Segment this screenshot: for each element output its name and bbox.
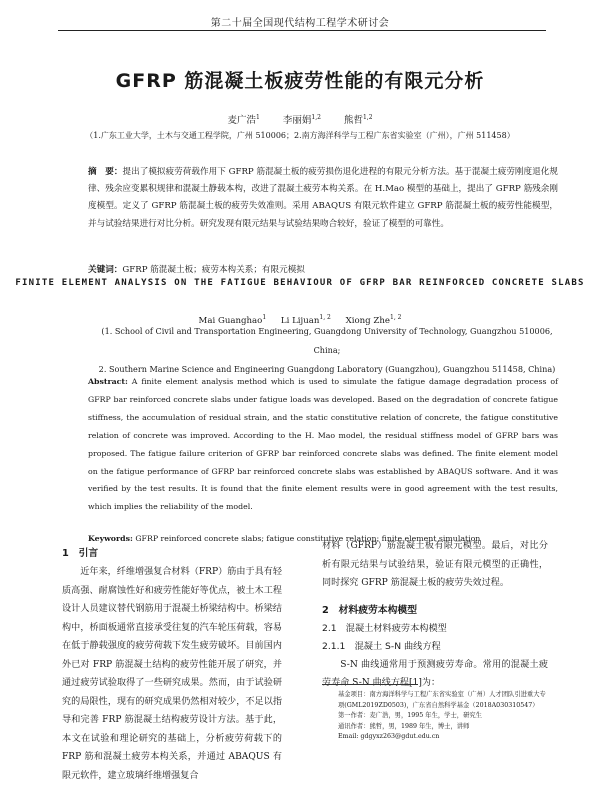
abstract-label: Abstract: (88, 377, 128, 386)
header-rule (58, 30, 546, 31)
abstract-text: 提出了模拟疲劳荷载作用下 GFRP 筋混凝土板的疲劳损伤退化进程的有限元分析方法。基于混凝土疲劳刚度退化规律、残余应变累积规律和混凝土静载本构，改进了混凝土疲劳本构关系。在 H.Mao 模型的基础上，提出了 GFRP 筋残余刚度模型。定义了 GFRP 筋混凝土板的疲劳失效准则。采用 ABAQUS 有限元软件建立 GFRP 筋混凝土板的疲劳性能模型，并与试验结果进行对比分析。研究发现有限元结果与试验结果吻合较好，验证了模型的可靠性。 (88, 167, 558, 229)
author: Mai Guanghao$^1$ (198, 314, 267, 326)
keywords-text: GFRP 筋混凝土板；疲劳本构关系；有限元模拟 (122, 265, 305, 275)
paragraph: 近年来，纤维增强复合材料（FRP）筋由于具有轻质高强、耐腐蚀性好和疲劳性能好等优点，被土木工程设计人员建议替代钢筋用于混凝土桥梁结构中。桥梁结构中，桥面板通常直接承受往复的汽车轮压荷载，容易在低于静载强度的疲劳荷载下发生疲劳破坏。目前国内外已对 FRP 筋混凝土结构的疲劳性能开展了研究，并通过疲劳试验取得了一些研究成果。然而，由于试验研究的局限性，现有的研究成果仍然相对较少，不足以指导和完善 FRP 筋混凝土结构疲劳设计方法。基于此，本文在试验和理论研究的基础上，分析疲劳荷载下的 FRP 筋和混凝土疲劳本构关系，并通过 ABAQUS 有限元软件，建立玻璃纤维增强复合 (62, 567, 282, 781)
abstract-text: A finite element analysis method which is used to simulate the fatigue damage degradation process of GFRP bar reinforced concrete slabs under fatigue loads was developed. Based on the degradation of concrete fatigue stiffness, the accumulation of residual strain, and the static constitutive relation of concrete, the fatigue constitutive relation of concrete was improved. According to the H. Mao model, the residual stiffness model of GFRP bars was proposed. The fatigue failure criterion of GFRP bar reinforced concrete slabs was defined. The finite element model on the fatigue performance of GFRP bar reinforced concrete slabs was established by ABAQUS software. And it was verified by the test results. It is found that the finite element results were in good agreement with the test results, which implies the reliability of the model. (88, 377, 558, 512)
footnote (338, 690, 550, 743)
footnote-rule (322, 684, 418, 685)
footnote-funding: 基金项目：南方海洋科学与工程广东省实验室（广州）人才团队引进重大专项(GML2019ZD0503)，广东省自然科学基金（2018A030310547） (338, 691, 546, 709)
footnote-first-author: 第一作者：麦广浩，男，1995 年生，学士，研究生 (338, 712, 482, 720)
author: 熊哲$^{1,2}$ (343, 113, 373, 126)
footnote-email: Email: gdgyxz263@gdut.edu.cn (338, 733, 440, 741)
chinese-title: GFRP 筋混凝土板疲劳性能的有限元分析 (115, 70, 485, 92)
section-heading: 2 材料疲劳本构模型 (322, 604, 417, 616)
subsubsection-heading: 2.1.1 混凝土 S-N 曲线方程 (322, 640, 441, 652)
author: Xiong Zhe$^{1, 2}$ (345, 314, 402, 326)
chinese-keywords (88, 263, 558, 275)
right-column (322, 537, 548, 693)
english-title: FINITE ELEMENT ANALYSIS ON THE FATIGUE BEHAVIOUR OF GFRP BAR REINFORCED CONCRETE SLABS (15, 278, 585, 288)
affiliation-line-2: 2. Southern Marine Science and Engineering Guangdong Laboratory (Guangzhou), Guangzhou 511458, China) (98, 364, 556, 374)
chinese-authors (0, 112, 600, 126)
keywords-label: Keywords: (88, 534, 133, 543)
author: Li Lijuan$^{1, 2}$ (280, 314, 331, 326)
english-affiliation (92, 322, 562, 379)
abstract-label: 摘 要： (88, 167, 123, 177)
subsection-heading: 2.1 混凝土材料疲劳本构模型 (322, 622, 447, 634)
running-head: 第二十届全国现代结构工程学术研讨会 (210, 18, 390, 29)
section-heading: 1 引言 (62, 548, 99, 559)
keywords-label: 关键词： (88, 265, 123, 275)
footnote-corresponding-author: 通讯作者：熊哲，男，1989 年生，博士，讲师 (338, 722, 470, 730)
left-column (62, 545, 282, 785)
english-abstract (88, 373, 558, 516)
chinese-affiliation: （1.广东工业大学，土木与交通工程学院，广州 510006；2.南方海洋科学与工程广东省实验室（广州），广州 511458） (85, 131, 515, 140)
paragraph: 材料（GFRP）筋混凝土板有限元模型。最后，对比分析有限元结果与试验结果，验证有限元模型的正确性，同时探究 GFRP 筋混凝土板的疲劳失效过程。 (322, 541, 548, 588)
chinese-abstract (88, 164, 558, 233)
paragraph: S-N 曲线通常用于预测疲劳寿命。常用的混凝土疲劳寿命 S-N 曲线方程[1]为： (322, 659, 548, 688)
affiliation-line-1: (1. School of Civil and Transportation Engineering, Guangdong University of Technology, Guangzhou 510006, China; (101, 326, 553, 355)
keywords-text: GFRP reinforced concrete slabs; fatigue constitutive relation; finite element simulation (135, 534, 481, 543)
author: 李丽娟$^{1,2}$ (282, 113, 321, 126)
author: 麦广浩$^1$ (227, 113, 260, 126)
